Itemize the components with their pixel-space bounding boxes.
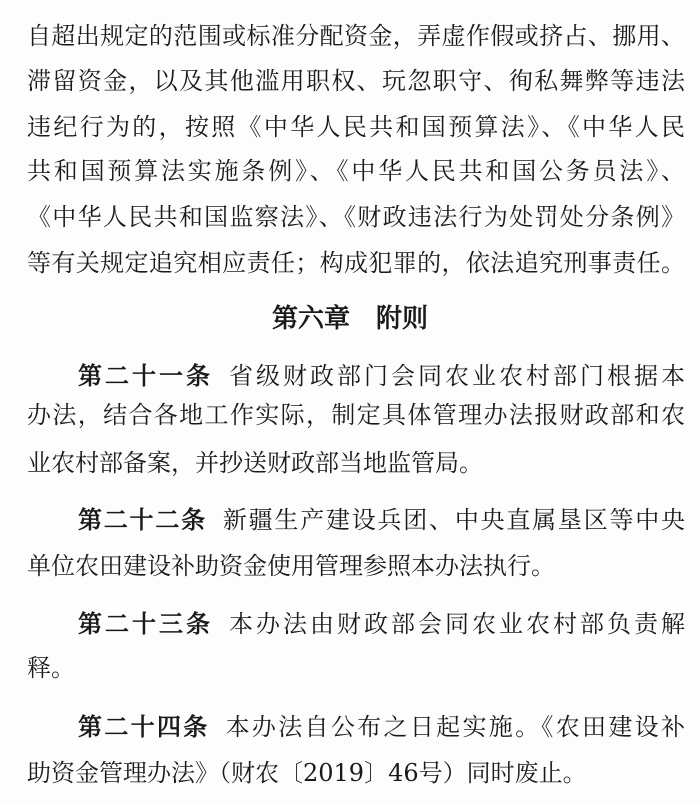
article-22-first-line (78, 503, 685, 537)
article-23-first-line (78, 607, 685, 641)
article-21-first-line (78, 359, 685, 393)
article-text: 本办法由财政部会同农业农村部负责解 (229, 610, 685, 638)
article-label: 第二十三条 (78, 610, 213, 638)
article-text: 省级财政部门会同农业农村部门根据本 (229, 362, 685, 390)
text-line: 助资金管理办法》（财农〔2019〕46号）同时废止。 (27, 759, 587, 787)
article-text: 本办法自公布之日起实施。《农田建设补 (225, 713, 686, 741)
text-line: 等有关规定追究相应责任；构成犯罪的，依法追究刑事责任。 (27, 249, 685, 277)
text-line: 滞留资金，以及其他滥用职权、玩忽职守、徇私舞弊等违法 (27, 67, 685, 95)
text-line: 自超出规定的范围或标准分配资金，弄虚作假或挤占、挪用、 (27, 22, 685, 50)
article-text: 新疆生产建设兵团、中央直属垦区等中央 (222, 506, 686, 534)
text-line: 释。 (27, 654, 75, 682)
article-label: 第二十一条 (78, 362, 213, 390)
article-24-first-line (78, 710, 685, 744)
text-line: 办法，结合各地工作实际，制定具体管理办法报财政部和农 (27, 401, 685, 429)
text-line: 共和国预算法实施条例》、《中华人民共和国公务员法》、 (27, 157, 685, 185)
text-line: 《中华人民共和国监察法》、《财政违法行为处罚处分条例》 (27, 203, 685, 231)
text-line: 单位农田建设补助资金使用管理参照本办法执行。 (27, 552, 555, 580)
chapter-heading: 第六章 附则 (271, 304, 428, 334)
text-line: 业农村部备案，并抄送财政部当地监管局。 (27, 449, 483, 477)
article-label: 第二十二条 (78, 506, 207, 534)
text-line: 违纪行为的，按照《中华人民共和国预算法》、《中华人民 (27, 113, 685, 141)
article-label: 第二十四条 (78, 713, 210, 741)
